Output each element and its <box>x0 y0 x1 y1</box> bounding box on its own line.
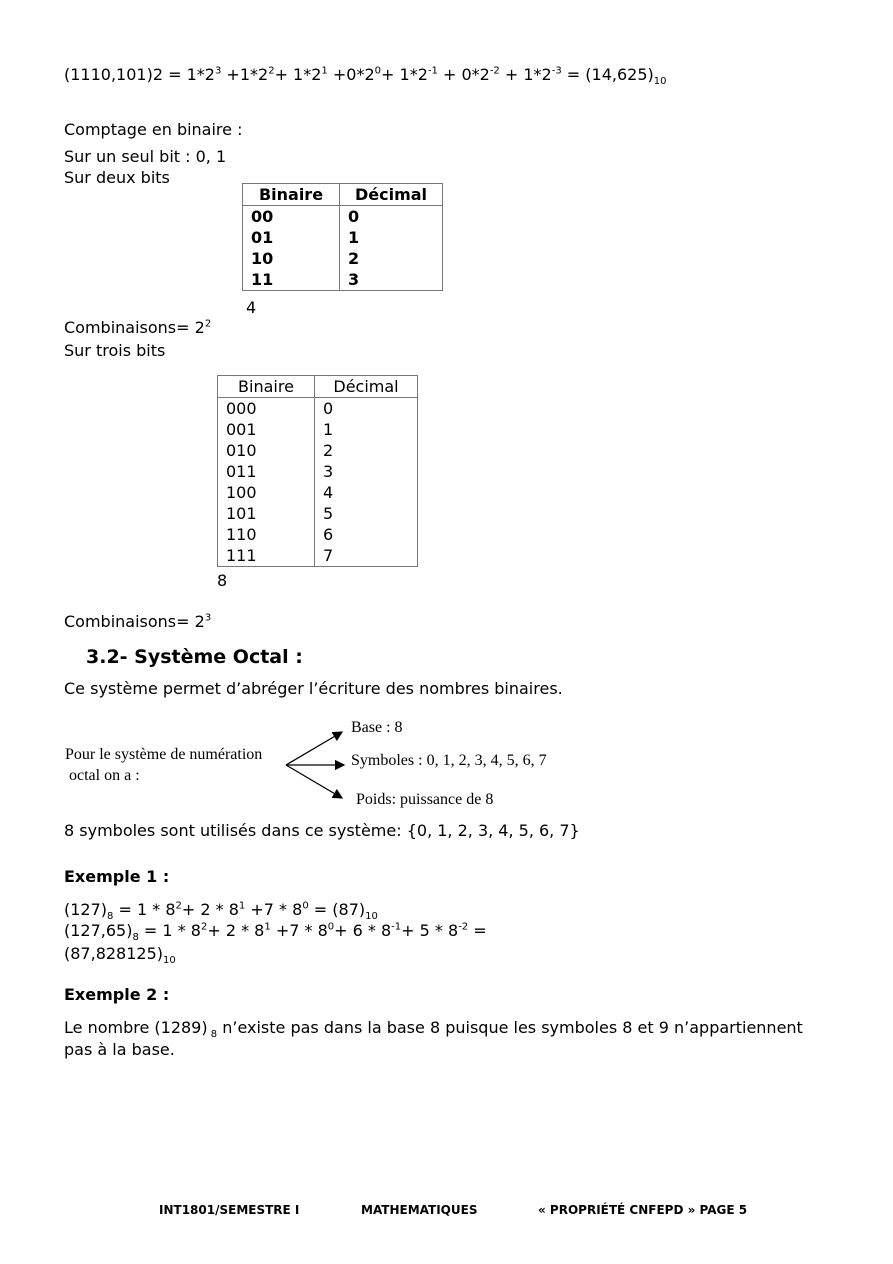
table-row: 101 5 <box>218 503 418 524</box>
table-row: 000 0 <box>218 398 418 420</box>
example1-title: Exemple 1 : <box>64 867 170 886</box>
combinations-three: Combinaisons= $2^3$ <box>64 612 212 631</box>
table-row: 010 2 <box>218 440 418 461</box>
example1-line2: $(127,65)_8 = 1 * 8^2+ 2 * 8^1 +7 * 8^0+ 6 * 8^{-1}+ 5 * 8^{-2}$ = <box>64 921 487 944</box>
table-row: 110 6 <box>218 524 418 545</box>
table-header: Décimal <box>340 184 443 206</box>
diagram-left-line1: Pour le système de numération <box>65 746 263 763</box>
table-row: 001 1 <box>218 419 418 440</box>
example1-line3: $(87,828125)_{10}$ <box>64 944 176 967</box>
octal-intro: Ce système permet d’abréger l’écriture des nombres binaires. <box>64 679 563 698</box>
example2-line2: pas à la base. <box>64 1040 175 1059</box>
table-header: Décimal <box>315 376 418 398</box>
footer-left: INT1801/SEMESTRE I <box>159 1203 300 1217</box>
two-bits-line: Sur deux bits <box>64 168 170 187</box>
count-three-bits: 8 <box>217 571 228 590</box>
diagram-symbols: Symboles : 0, 1, 2, 3, 4, 5, 6, 7 <box>351 752 547 769</box>
arrow-to-weights <box>286 765 342 798</box>
footer-right: « PROPRIÉTÉ CNFEPD » PAGE 5 <box>538 1203 748 1217</box>
three-bit-table <box>217 375 418 567</box>
table-row: 111 7 <box>218 545 418 567</box>
table-row: 01 1 <box>243 227 443 248</box>
table-row: 100 4 <box>218 482 418 503</box>
footer-center: MATHEMATIQUES <box>361 1203 478 1217</box>
example2-title: Exemple 2 : <box>64 985 170 1004</box>
top-formula: $(1110,101)2 = 1*2^3 +1*2^2+ 1*2^1 +0*2^0+ 1*2^{-1} + 0*2^{-2} + 1*2^{-3} = (14,625)_{10}$ <box>64 65 667 88</box>
count-two-bits: 4 <box>246 298 257 317</box>
arrow-to-base <box>286 732 342 765</box>
table-header: Binaire <box>218 376 315 398</box>
diagram-left-line2: octal on a : <box>69 767 140 784</box>
table-header: Binaire <box>243 184 340 206</box>
symbols-line: 8 symboles sont utilisés dans ce système: {0, 1, 2, 3, 4, 5, 6, 7} <box>64 821 580 840</box>
three-bits-line: Sur trois bits <box>64 341 166 360</box>
combinations-two: Combinaisons= $2^2$ <box>64 318 212 337</box>
diagram-base: Base : 8 <box>351 719 403 736</box>
table-row: 011 3 <box>218 461 418 482</box>
table-row: 10 2 <box>243 248 443 269</box>
example1-line1: $(127)_8 = 1 * 8^2+ 2 * 8^1 +7 * 8^0 = (87)_{10}$ <box>64 900 378 923</box>
two-bit-table <box>242 183 443 291</box>
diagram-weights: Poids: puissance de 8 <box>356 791 494 808</box>
one-bit-line: Sur un seul bit : 0, 1 <box>64 147 227 166</box>
counting-title: Comptage en binaire : <box>64 120 243 139</box>
table-row: 11 3 <box>243 269 443 291</box>
table-row: 00 0 <box>243 206 443 228</box>
diagram-arrows <box>280 720 360 810</box>
section-heading: 3.2- Système Octal : <box>86 646 303 668</box>
example2-line1: Le nombre (1289) $_8$ n’existe pas dans la base 8 puisque les symboles 8 et 9 n’appartiennent <box>64 1018 803 1041</box>
